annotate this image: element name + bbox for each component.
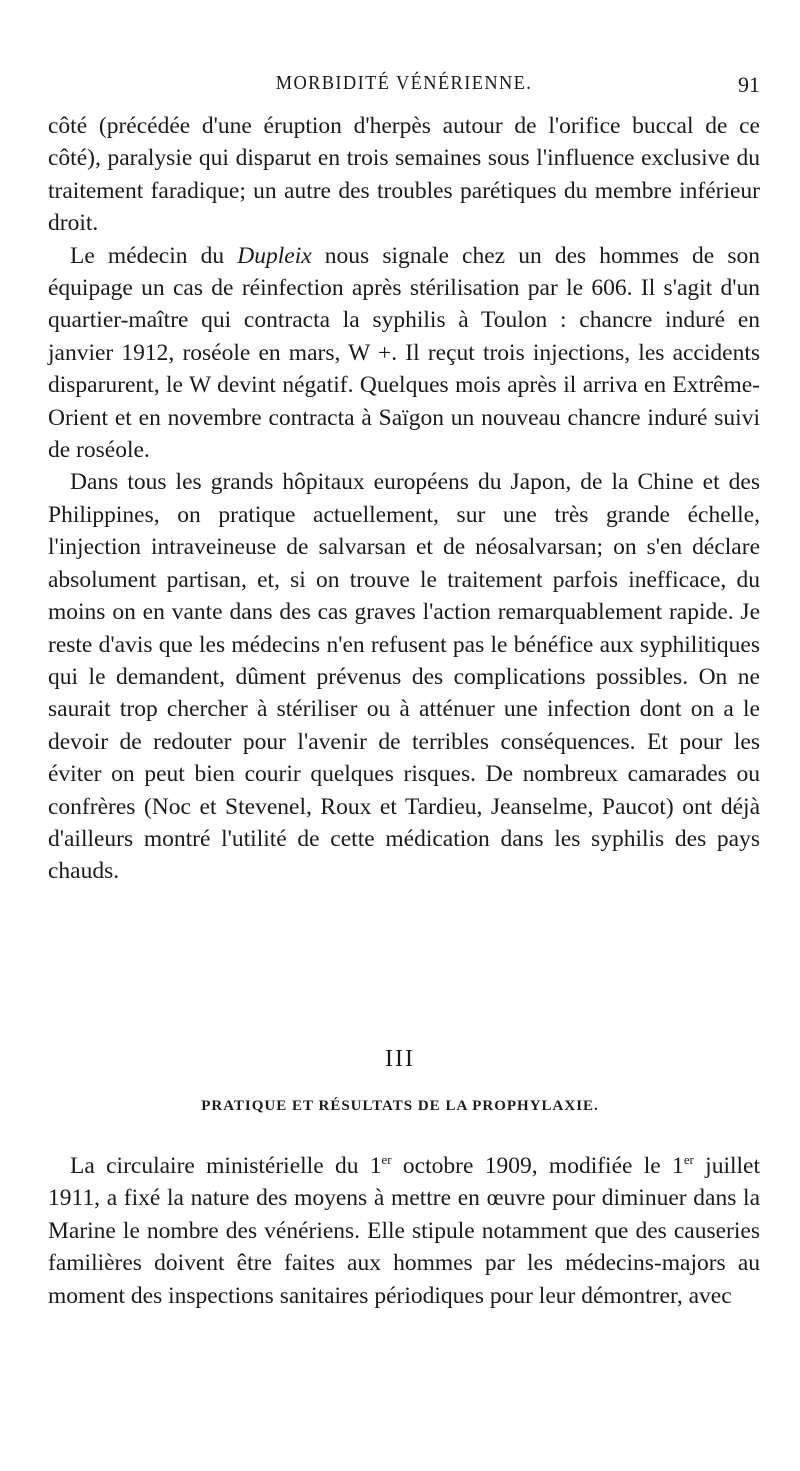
ordinal-suffix-1: er xyxy=(381,1152,392,1168)
paragraph-4-part1: La circulaire ministérielle du 1 xyxy=(70,1153,382,1179)
ship-name: Dupleix xyxy=(237,242,312,269)
paragraph-1: côté (précédée d'une éruption d'herpès autour de l'orifice buccal de ce côté), paralysie qui disparut en trois semaines sous l'influence exclusive du traitement faradique; un autre des troubles parétiques du membre inférieur droit. xyxy=(48,113,760,237)
paragraph-3: Dans tous les grands hôpitaux européens du Japon, de la Chine et des Philippines, on pratique actuellement, sur une très grande échelle, l'injection intraveineuse de salvarsan et de néosalvarsan; on s'en déclare absolument partisan, et, si on trouve le traitement parfois inefficace, du moins on en vante dans des cas graves l'action remarquablement rapide. Je reste d'avis que les médecins n'en refusent pas le bénéfice aux syphilitiques qui le demandent, dûment prévenus des complications possibles. On ne saurait trop chercher à stériliser ou à atténuer une infection dont on a le devoir de redouter pour l'avenir de terribles conséquences. Et pour les éviter on peut bien courir quelques risques. De nombreux camarades ou confrères (Noc et Stevenel, Roux et Tardieu, Jeanselme, Paucot) ont déjà d'ailleurs montré l'utilité de cette médication dans les syphilis des pays chauds. xyxy=(48,469,760,885)
paragraph-4-part3: juillet 1911, a fixé la nature des moyens à mettre en œuvre pour diminuer dans la Marine le nombre des vénériens. Elle stipule notamment que des causeries familières doivent être faites aux hommes par les médecins-majors au moment des inspections sanitaires périodiques pour leur démontrer, avec xyxy=(48,1153,761,1309)
paragraph-4 xyxy=(48,1150,760,1312)
body-text-top xyxy=(48,110,760,888)
paragraph-2-start: Le médecin du xyxy=(70,242,238,269)
paragraph-2-rest: nous signale chez un des hommes de son équipage un cas de réinfection après stérilisation par le 606. Il s'agit d'un quartier-maître qui contracta la syphilis à Toulon : chancre induré en janvier 1912, roséole en mars, W +. Il reçut trois injections, les accidents disparurent, le W devint négatif. Quelques mois après il arriva en Extrême-Orient et en novembre contracta à Saïgon un nouveau chancre induré suivi de roséole. xyxy=(48,242,760,464)
ordinal-suffix-2: er xyxy=(683,1152,694,1168)
body-text-bottom xyxy=(48,1150,760,1312)
running-head: MORBIDITÉ VÉNÉRIENNE. xyxy=(275,72,533,94)
paragraph-4-part2: octobre 1909, modifiée le 1 xyxy=(391,1153,684,1179)
section-number: III xyxy=(385,1046,415,1072)
page-header xyxy=(48,72,760,106)
page-number: 91 xyxy=(738,72,760,97)
paragraph-2 xyxy=(48,240,760,467)
section-title: PRATIQUE ET RÉSULTATS DE LA PROPHYLAXIE. xyxy=(201,1098,599,1114)
